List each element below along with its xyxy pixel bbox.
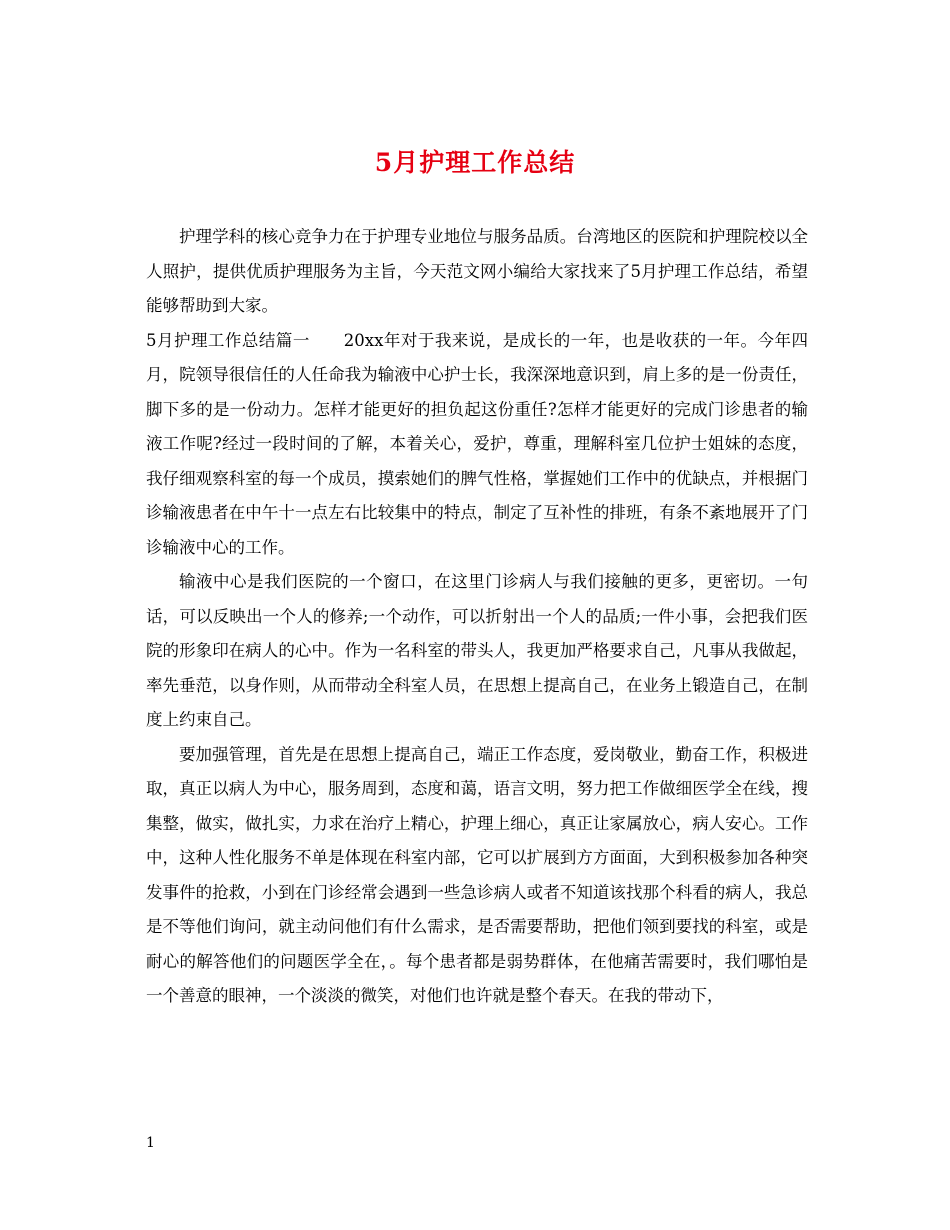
page-number: 1 (146, 1135, 155, 1151)
document-body (146, 220, 808, 1014)
paragraph-infusion-center: 输液中心是我们医院的一个窗口，在这里门诊病人与我们接触的更多，更密切。一句话，可以反映出一个人的修养;一个动作，可以折射出一个人的品质;一件小事，会把我们医院的形象印在病人的心中。作为一名科室的带头人，我更加严格要求自己，凡事从我做起，率先垂范，以身作则，从而带动全科室人员，在思想上提高自己，在业务上锻造自己，在制度上约束自己。 (146, 572, 808, 729)
paragraph-intro: 护理学科的核心竞争力在于护理专业地位与服务品质。台湾地区的医院和护理院校以全人照护，提供优质护理服务为主旨，今天范文网小编给大家找来了5月护理工作总结，希望能够帮助到大家。 (146, 227, 808, 315)
page-title: 5月护理工作总结 (374, 148, 576, 177)
paragraph-part-one: 5月护理工作总结篇一 20xx年对于我来说，是成长的一年，也是收获的一年。今年四月，院领导很信任的人任命我为输液中心护士长，我深深地意识到，肩上多的是一份责任，脚下多的是一份动力。怎样才能更好的担负起这份重任?怎样才能更好的完成门诊患者的输液工作呢?经过一段时间的了解，本着关心，爱护，尊重，理解科室几位护士姐妹的态度，我仔细观察科室的每一个成员，摸索她们的脾气性格，掌握她们工作中的优缺点，并根据门诊输液患者在中午十一点左右比较集中的特点，制定了互补性的排班，有条不紊地展开了门诊输液中心的工作。 (146, 330, 808, 557)
paragraph-management: 要加强管理，首先是在思想上提高自己，端正工作态度，爱岗敬业，勤奋工作，积极进取，真正以病人为中心，服务周到，态度和蔼，语言文明，努力把工作做细医学全在线，搜集整，做实，做扎实，力求在治疗上精心，护理上细心，真正让家属放心，病人安心。工作中，这种人性化服务不单是体现在科室内部，它可以扩展到方方面面，大到积极参加各种突发事件的抢救，小到在门诊经常会遇到一些急诊病人或者不知道该找那个科看的病人，我总是不等他们询问，就主动问他们有什么需求，是否需要帮助，把他们领到要找的科室，或是耐心的解答他们的问题医学全在，。每个患者都是弱势群体，在他痛苦需要时，我们哪怕是一个善意的眼神，一个淡淡的微笑，对他们也许就是整个春天。在我的带动下， (146, 744, 808, 1005)
